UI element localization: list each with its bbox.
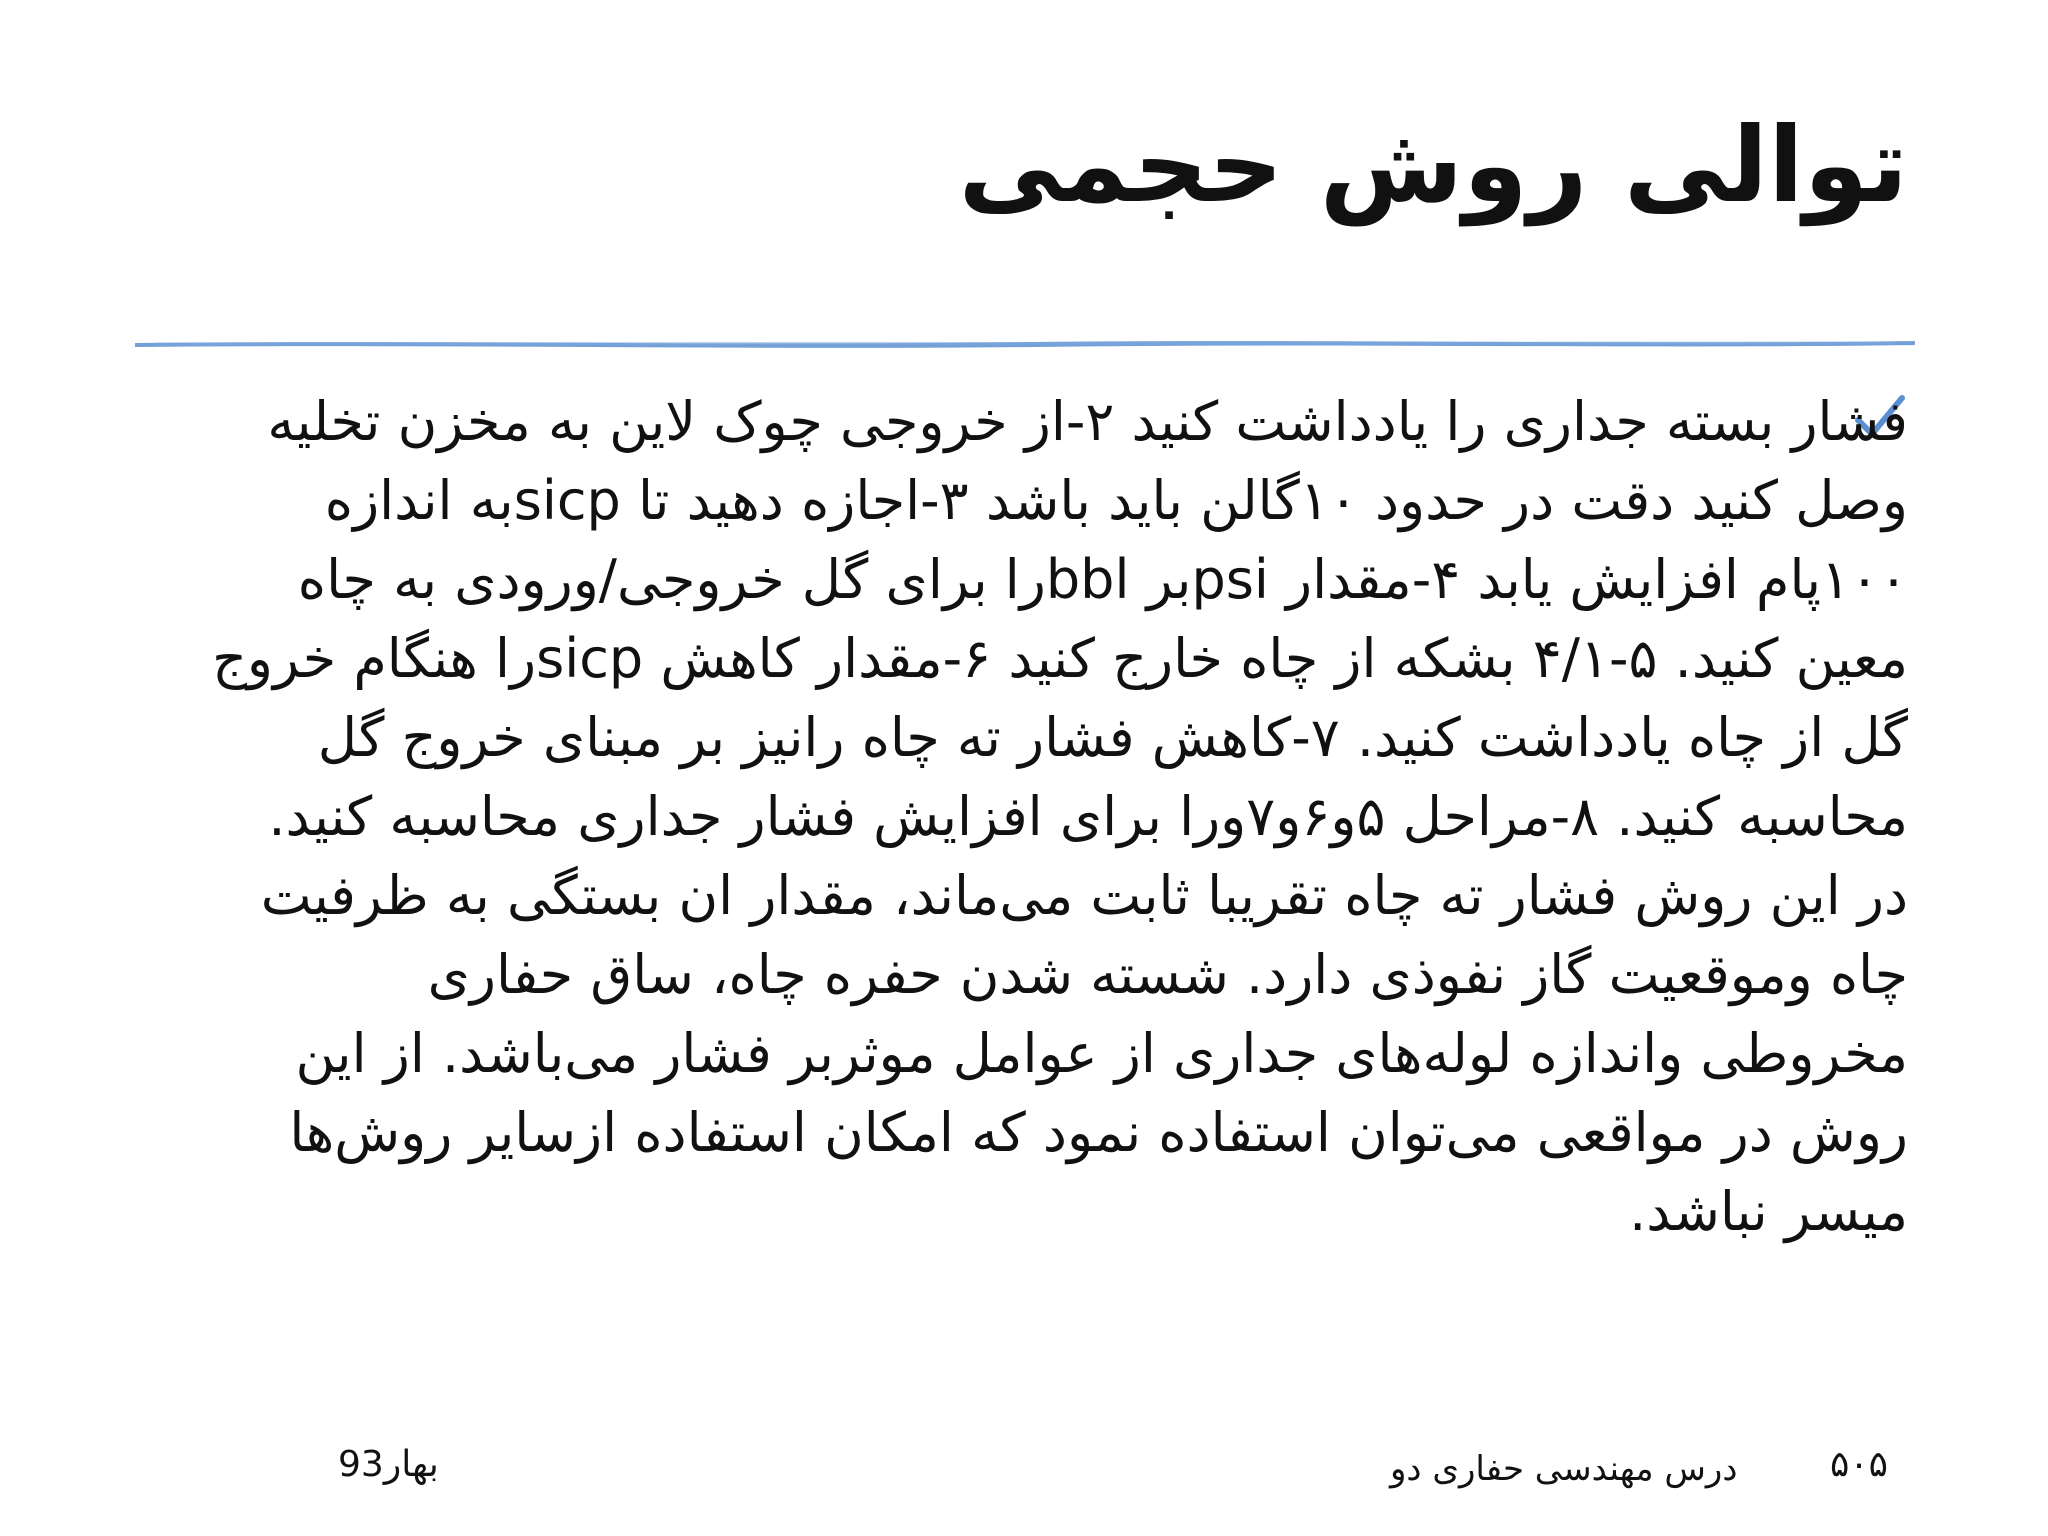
content-area: [148, 382, 1908, 1342]
bullet-text: فشار بسته جداری را یادداشت کنید ۲-از خروجی چوک لاین به مخزن تخلیه وصل کنید دقت در حدود ۱۰گالن باید باشد ۳-اجازه دهید تا sicpبه اندازه ۱۰۰پام افزایش یابد ۴-مقدار psiبر bblرا برای گل خروجی/ورودی به چاه معین کنید. ۵-۴/۱ بشکه از چاه خارج کنید ۶-مقدار کاهش sicpرا هنگام خروج گل از چاه یادداشت کنید. ۷-کاهش فشار ته چاه رانیز بر مبنای خروج گل محاسبه کنید. ۸-مراحل ۵و۶و۷ورا برای افزایش فشار جداری محاسبه کنید. در این روش فشار ته چاه تقریبا ثابت می‌ماند، مقدار ان بستگی به ظرفیت چاه وموقعیت گاز نفوذی دارد. شسته شدن حفره چاه، ساق حفاری مخروطی واندازه لوله‌های جداری از عوامل موثربر فشار می‌باشد. از این روش در مواقعی می‌توان استفاده نمود که امکان استفاده ازسایر روش‌ها میسر نباشد.: [212, 390, 1908, 1243]
footer-course-title: درس مهندسی حفاری دو: [1390, 1449, 1738, 1489]
footer-semester: بهار93: [338, 1444, 439, 1485]
title-divider: [135, 334, 1915, 352]
slide-title: توالی روش حجمی: [958, 104, 1908, 226]
footer-page-number: ۵۰۵: [1830, 1444, 1889, 1485]
